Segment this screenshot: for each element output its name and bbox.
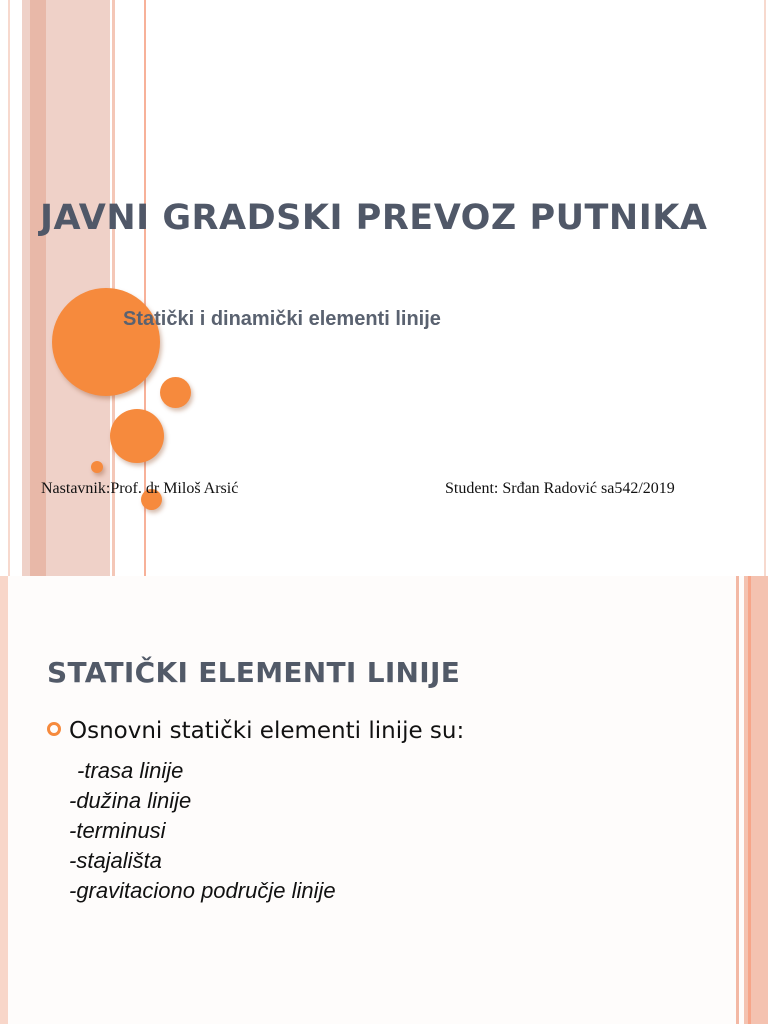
slide-heading: STATIČKI ELEMENTI LINIJE	[47, 656, 461, 689]
list-item: -gravitaciono područje linije	[69, 878, 336, 903]
list-item: -stajališta	[69, 848, 162, 873]
student-label: Student: Srđan Radović sa542/2019	[445, 480, 675, 497]
teacher-label: Nastavnik:Prof. dr Miloš Arsić	[41, 480, 239, 497]
decorative-stripe	[748, 576, 751, 1024]
slide-static-elements	[0, 576, 768, 1024]
bullet-circle-icon	[47, 722, 61, 736]
decorative-stripe	[764, 0, 766, 576]
slide-subtitle: Statički i dinamički elementi linije	[123, 308, 441, 330]
list-item: -dužina linije	[69, 788, 192, 813]
list-item: -trasa linije	[77, 758, 184, 783]
decorative-stripe	[736, 576, 739, 1024]
element-list	[69, 756, 336, 906]
list-item: -terminusi	[69, 818, 166, 843]
decorative-circle-medium	[110, 409, 164, 463]
slide-title-text: JAVNI GRADSKI PREVOZ PUTNIKA	[40, 198, 708, 238]
bullet-point	[47, 718, 464, 744]
decorative-stripe	[0, 576, 8, 1024]
decorative-circle-small	[160, 377, 191, 408]
decorative-circle-tiny	[91, 461, 103, 473]
decorative-stripe	[8, 0, 10, 576]
decorative-circle-large	[52, 288, 160, 396]
bullet-text: Osnovni statički elementi linije su:	[69, 718, 465, 744]
